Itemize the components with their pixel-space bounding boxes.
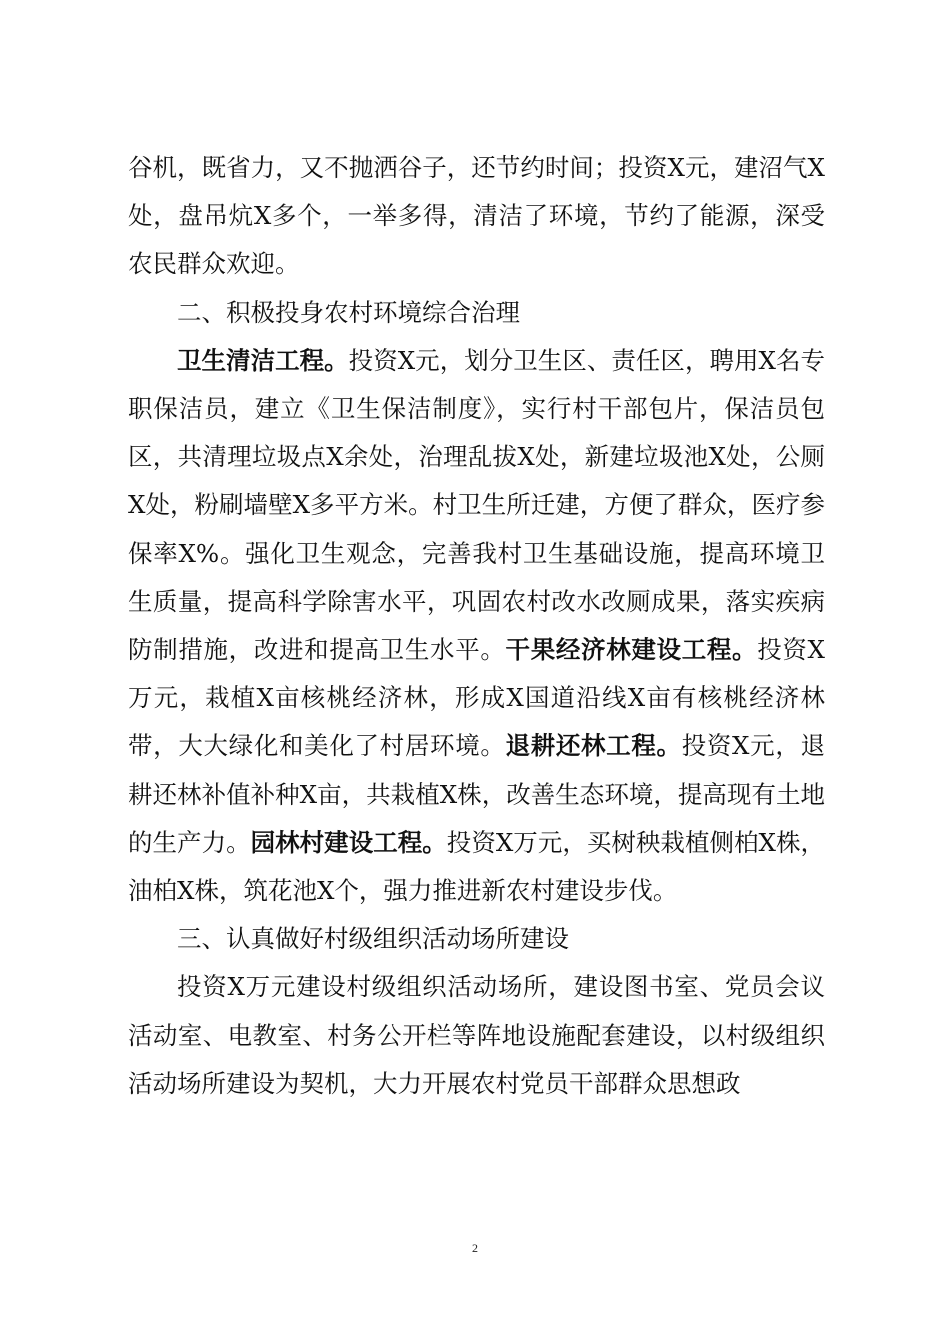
section-heading-2: 二、积极投身农村环境综合治理	[177, 297, 520, 327]
sanitation-project-title: 卫生清洁工程。	[177, 345, 349, 375]
reforestation-text: 投资X元，退耕还林补值补种X亩，共栽植X株，改善生态环境，提高现有土地的生产力。	[128, 731, 826, 857]
garden-village-title: 园林村建设工程。	[250, 827, 447, 857]
dried-fruit-forest-title: 干果经济林建设工程。	[505, 635, 758, 665]
section-heading-3: 三、认真做好村级组织活动场所建设	[177, 924, 569, 954]
section2-paragraph	[128, 337, 825, 915]
page-number: 2	[472, 1241, 478, 1255]
garden-village-text: 投资X万元，买树秧栽植侧柏X株，油柏X株，筑花池X个，强力推进新农村建设步伐。	[128, 827, 826, 906]
sanitation-project-text: 投资X元，划分卫生区、责任区，聘用X名专职保洁员，建立《卫生保洁制度》，实行村干部包片，保洁员包区，共清理垃圾点X余处，治理乱拔X处，新建垃圾池X处，公厕X处，粉刷墙壁X多平方米。村卫生所迁建，方便了群众，医疗参保率X%。强化卫生观念，完善我村卫生基础设施，提高环境卫生质量，提高科学除害水平，巩固农村改水改厕成果，落实疾病防制措施，改进和提高卫生水平。	[128, 345, 825, 665]
dried-fruit-forest-text: 投资X万元，栽植X亩核桃经济林，形成X国道沿线X亩有核桃经济林带，大大绿化和美化了村居环境。	[128, 635, 825, 761]
document-body	[128, 144, 825, 1108]
continuation-paragraph: 谷机，既省力，又不抛洒谷子，还节约时间；投资X元，建沼气X处，盘吊炕X多个，一举多得，清洁了环境，节约了能源，深受农民群众欢迎。	[128, 153, 825, 279]
reforestation-title: 退耕还林工程。	[505, 731, 682, 761]
section3-paragraph: 投资X万元建设村级组织活动场所，建设图书室、党员会议活动室、电教室、村务公开栏等阵地设施配套建设，以村级组织活动场所建设为契机，大力开展农村党员干部群众思想政	[128, 972, 825, 1098]
